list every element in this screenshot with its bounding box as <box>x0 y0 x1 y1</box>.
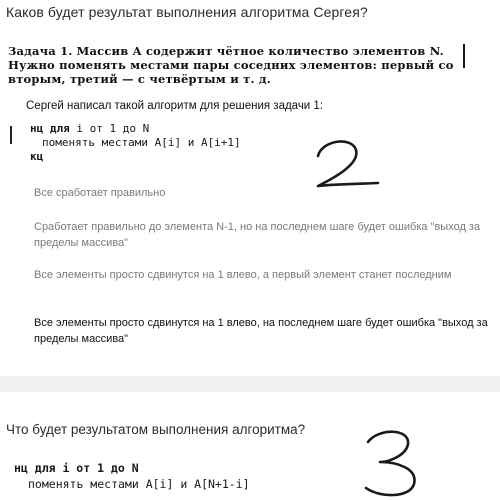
question-2-title: Что будет результатом выполнения алгоритма? <box>6 422 306 437</box>
algorithm-loop-line <box>30 122 241 136</box>
handwritten-number-2 <box>308 134 382 194</box>
question-1-image <box>0 34 500 174</box>
task-line-2: Нужно поменять местами пары соседних элементов: первый со <box>8 58 454 72</box>
task-label: Задача 1. <box>8 44 73 58</box>
algorithm-body-line: поменять местами A[i] и A[i+1] <box>42 136 241 149</box>
task-line-1 <box>8 44 488 58</box>
task-text <box>8 44 488 86</box>
answer-option-3[interactable]: Все элементы просто сдвинутся на 1 влево, а первый элемент станет последним <box>34 269 452 281</box>
algorithm-end-line: кц <box>30 150 44 163</box>
task-line-3: вторым, третий — с четвёртым и т. д. <box>8 72 271 86</box>
algorithm-code <box>30 122 241 164</box>
q2-loop-line: нц для i от 1 до N <box>14 461 139 475</box>
loop-keyword: нц для <box>30 122 70 135</box>
answer-option-4[interactable]: Все элементы просто сдвинутся на 1 влево, на последнем шаге будет ошибка "выход за пределы массива" <box>34 317 488 345</box>
answer-option-2[interactable]: Сработает правильно до элемента N-1, но на последнем шаге будет ошибка "выход за пределы массива" <box>34 221 481 249</box>
algorithm-margin-bar <box>10 126 12 144</box>
q2-body-line: поменять местами A[i] и A[N+1-i] <box>28 477 250 491</box>
question-1-title: Каков будет результат выполнения алгоритма Сергея? <box>6 4 368 20</box>
algorithm-intro: Сергей написал такой алгоритм для решения задачи 1: <box>26 100 324 112</box>
section-separator <box>0 376 500 392</box>
handwritten-number-3 <box>360 426 426 500</box>
question-2-code <box>14 460 250 492</box>
task-line-1-text: Массив A содержит чётное количество элементов N. <box>76 44 444 58</box>
loop-range: i от 1 до N <box>69 122 150 135</box>
task-margin-mark <box>463 44 465 68</box>
answer-option-1[interactable]: Все сработает правильно <box>34 187 166 199</box>
